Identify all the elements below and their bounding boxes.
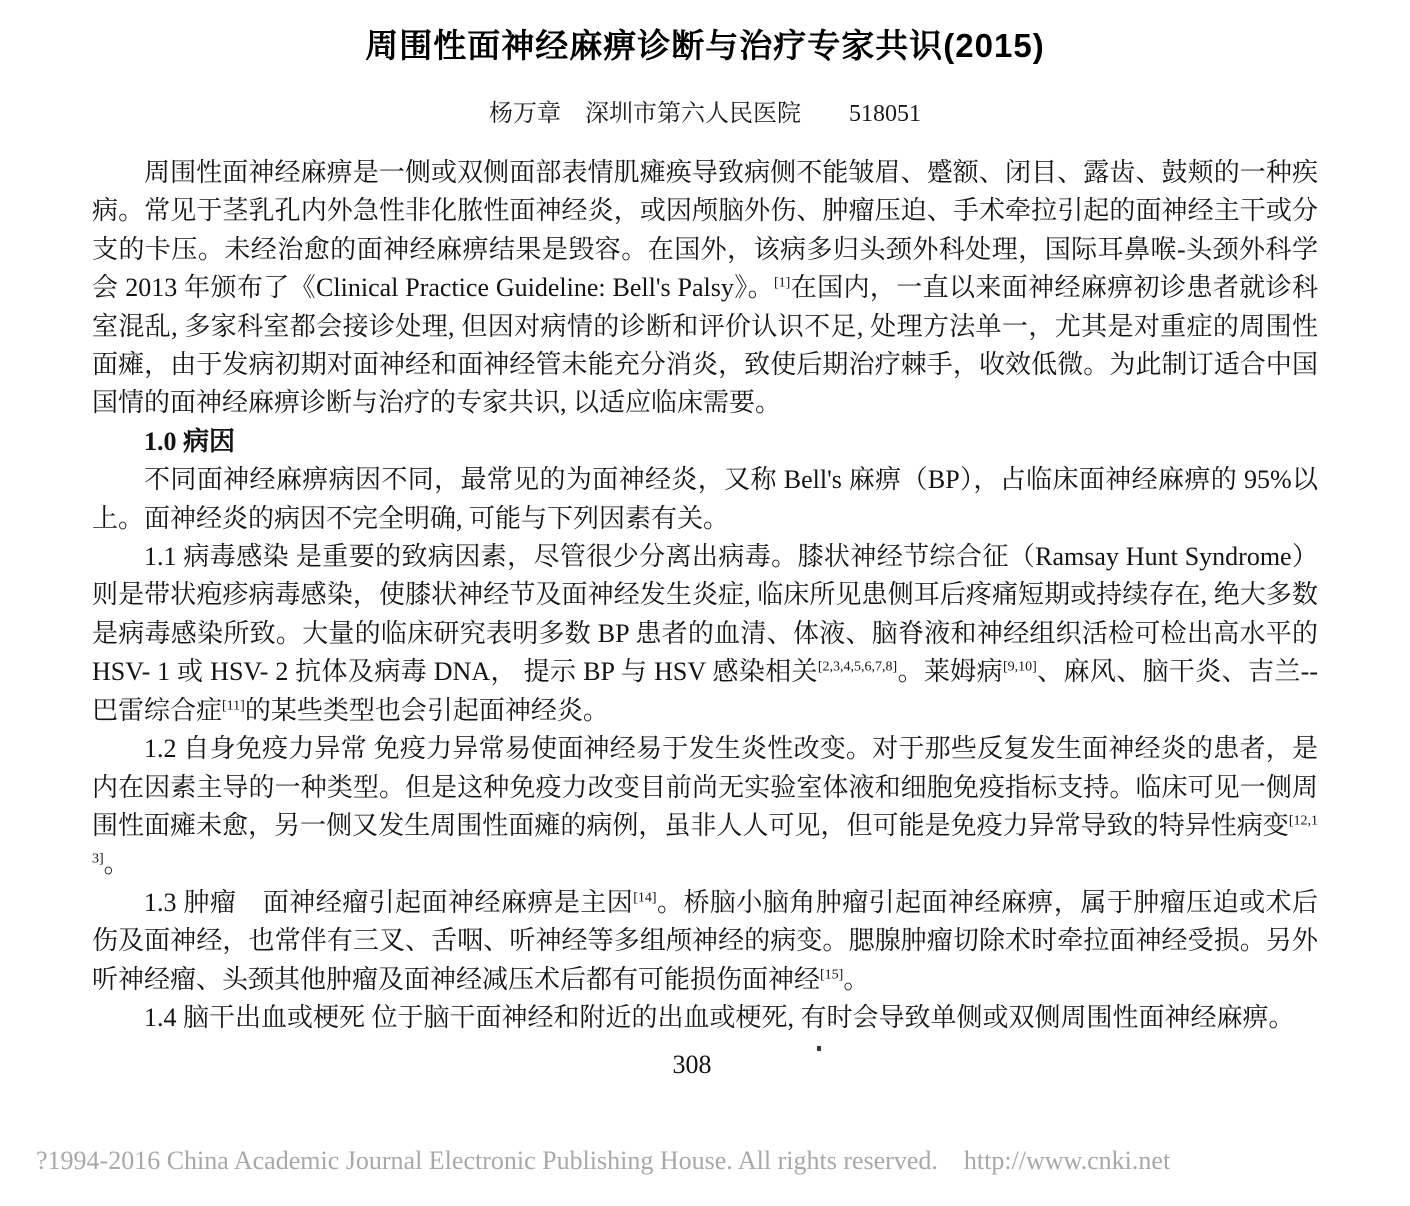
paragraph-tumor <box>92 884 1318 999</box>
text-run: 周围性面神经麻痹是一侧或双侧面部表情肌瘫痪导致病侧不能皱眉、蹙额、闭目、露齿、鼓颊的一种疾病。常见于茎乳孔内外急性非化脓性面神经炎，或因颅脑外伤、肿瘤压迫、手术牵拉引起的面神经主干或分支的卡压。未经治愈的面神经麻痹结果是毁容。在国外，该病多归头颈外科处理，国际耳鼻喉-头颈外科学会 2013 年颁布了《Clinical Practice Guideline: Bell's Palsy》。 <box>92 158 1318 303</box>
text-run: 1.1 病毒感染 是重要的致病因素，尽管很少分离出病毒。膝状神经节综合征（Ramsay Hunt Syndrome）则是带状疱疹病毒感染，使膝状神经节及面神经发生炎症, 临床所见患侧耳后疼痛短期或持续存在, 绝大多数是病毒感染所致。大量的临床研究表明多数 BP 患者的血清、体液、脑脊液和神经组织活检可检出高水平的 HSV- 1 或 HSV- 2 抗体及病毒 DNA， 提示 BP 与 HSV 感染相关 <box>92 542 1318 687</box>
text-run: 。莱姆病 <box>897 657 1003 687</box>
text-run: 。 <box>103 849 130 879</box>
reference-superscript: [2,3,4,5,6,7,8] <box>817 659 898 675</box>
page-number: 308 <box>672 1050 712 1079</box>
text-run: 的某些类型也会引起面神经炎。 <box>244 695 609 725</box>
text-run: 、麻风、脑干炎、吉兰--巴雷综合症 <box>92 657 1318 725</box>
reference-superscript: [1] <box>774 275 791 291</box>
text-run: 1.3 肿瘤 面神经瘤引起面神经麻痹是主因 <box>144 887 634 917</box>
paragraph-autoimmune <box>92 730 1318 884</box>
text-run: 1.2 自身免疫力异常 免疫力异常易使面神经易于发生炎性改变。对于那些反复发生面神经炎的患者，是内在因素主导的一种类型。但是这种免疫力改变目前尚无实验室体液和细胞免疫指标支持。临床可见一侧周围性面瘫未愈，另一侧又发生周围性面瘫的病例，虽非人人可见，但可能是免疫力异常导致的特异性病变 <box>92 734 1318 840</box>
paragraph-brainstem-hemorrhage <box>92 999 1318 1037</box>
author-affiliation-line: 杨万章 深圳市第六人民医院 518051 <box>489 101 921 127</box>
paragraph-etiology-overview <box>92 461 1318 538</box>
reference-superscript: [15] <box>820 966 844 982</box>
paragraph-viral-infection <box>92 538 1318 730</box>
text-run: 不同面神经麻痹病因不同，最常见的为面神经炎，又称 Bell's 麻痹（BP），占临床面神经麻痹的 95%以上。面神经炎的病因不完全明确, 可能与下列因素有关。 <box>92 465 1318 533</box>
article-body <box>92 154 1318 1037</box>
reference-superscript: [14] <box>633 890 657 906</box>
copyright-footer: ?1994-2016 China Academic Journal Electronic Publishing House. All rights reserved. http://www.cnki.net <box>36 1146 1171 1175</box>
text-run: 。 <box>843 964 870 994</box>
paragraph-intro <box>92 154 1318 423</box>
section-heading-etiology <box>92 423 1318 461</box>
reference-superscript: [9,10] <box>1002 659 1037 675</box>
text-run: 在国内，一直以来面神经麻痹初诊患者就诊科室混乱, 多家科室都会接诊处理, 但因对病情的诊断和评价认识不足, 处理方法单一，尤其是对重症的周围性面瘫，由于发病初期对面神经和面神经管未能充分消炎，致使后期治疗棘手，收效低微。为此制订适合中国国情的面神经麻痹诊断与治疗的专家共识, 以适应临床需要。 <box>92 273 1318 418</box>
text-run: 1.4 脑干出血或梗死 位于脑干面神经和附近的出血或梗死, 有时会导致单侧或双侧周围性面神经麻痹。 <box>144 1002 1295 1032</box>
text-run: 。桥脑小脑角肿瘤引起面神经麻痹，属于肿瘤压迫或术后伤及面神经，也常伴有三叉、舌咽、听神经等多组颅神经的病变。腮腺肿瘤切除术时牵拉面神经受损。另外听神经瘤、头颈其他肿瘤及面神经减压术后都有可能损伤面神经 <box>92 887 1318 994</box>
text-run: 1.0 病因 <box>144 426 236 456</box>
reference-superscript: [12,13] <box>92 813 1318 867</box>
reference-superscript: [11] <box>222 698 245 714</box>
page-title: 周围性面神经麻痹诊断与治疗专家共识(2015) <box>365 27 1045 64</box>
